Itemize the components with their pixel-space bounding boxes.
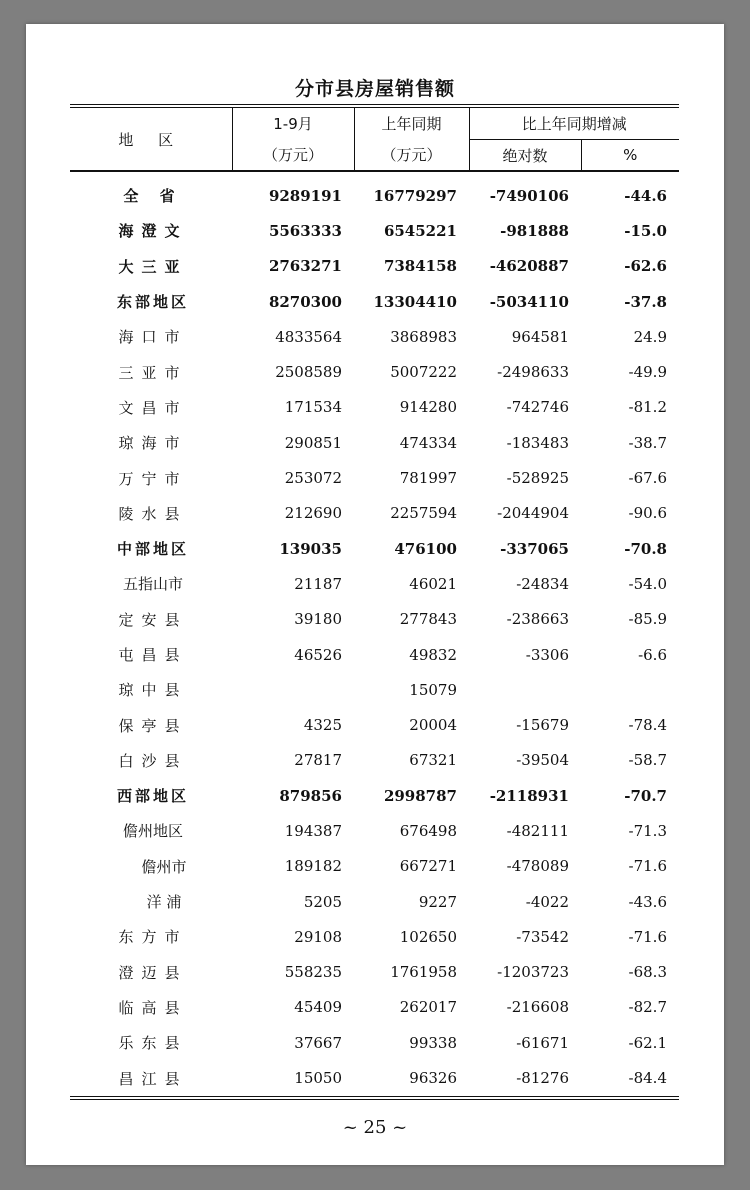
prior-value: 67321	[409, 751, 457, 770]
table-row	[70, 213, 679, 248]
table-row	[70, 425, 679, 460]
current-value: 45409	[294, 998, 342, 1017]
current-value: 4833564	[275, 327, 342, 346]
region-name: 屯昌县	[118, 646, 188, 664]
percent-change: -84.4	[628, 1069, 667, 1088]
prior-value: 102650	[399, 927, 457, 946]
region-name: 洋 浦	[146, 893, 182, 912]
region-name: 白沙县	[118, 751, 188, 770]
percent-change: -70.7	[624, 786, 667, 805]
percent-change: -82.7	[628, 998, 667, 1017]
header-prior-period: 上年同期	[354, 108, 469, 140]
region-name: 五指山市	[122, 575, 183, 594]
prior-value: 7384158	[383, 257, 457, 276]
percent-change: -49.9	[628, 363, 667, 382]
header-region: 地 区	[70, 108, 232, 171]
prior-value: 46021	[409, 574, 457, 593]
region-name: 三亚市	[118, 363, 188, 382]
prior-value: 96326	[409, 1069, 457, 1088]
region-name: 全 省	[123, 187, 183, 206]
percent-change: 24.9	[633, 327, 667, 346]
prior-value: 2998787	[383, 786, 457, 805]
percent-change: -71.6	[628, 857, 667, 876]
current-value: 253072	[284, 469, 342, 488]
absolute-change: -24834	[516, 574, 569, 593]
prior-value: 667271	[399, 857, 457, 876]
prior-value: 49832	[409, 645, 457, 664]
table-row	[70, 249, 679, 284]
region-name: 临高县	[118, 998, 188, 1017]
table-row	[70, 813, 679, 848]
prior-value: 99338	[409, 1033, 457, 1052]
table-row	[70, 319, 679, 354]
absolute-change: -337065	[500, 539, 569, 558]
absolute-change: -5034110	[489, 292, 569, 311]
table-row	[70, 849, 679, 884]
region-name: 文昌市	[118, 398, 188, 417]
table-row	[70, 778, 679, 813]
table-row	[70, 496, 679, 531]
region-name: 澄迈县	[118, 963, 188, 982]
table-row	[70, 707, 679, 742]
prior-value: 13304410	[373, 292, 457, 311]
current-value: 37667	[294, 1033, 342, 1052]
percent-change: -44.6	[624, 186, 667, 205]
percent-change: -68.3	[628, 963, 667, 982]
percent-change: -62.1	[628, 1033, 667, 1052]
table-row	[70, 566, 679, 601]
current-value: 879856	[279, 786, 342, 805]
current-value: 139035	[279, 539, 342, 558]
table-row	[70, 743, 679, 778]
absolute-change: -528925	[506, 469, 569, 488]
percent-change: -54.0	[628, 574, 667, 593]
header-absolute: 绝对数	[469, 140, 581, 172]
region-name: 东方市	[118, 928, 188, 947]
absolute-change: -4620887	[489, 257, 569, 276]
current-value: 5563333	[268, 221, 342, 240]
region-name: 儋州地区	[122, 822, 183, 841]
percent-change: -71.6	[628, 927, 667, 946]
percent-change: -81.2	[628, 398, 667, 417]
current-value: 194387	[284, 821, 342, 840]
absolute-change: -183483	[506, 433, 569, 452]
current-value: 189182	[284, 857, 342, 876]
prior-value: 676498	[399, 821, 457, 840]
percent-change: -67.6	[628, 469, 667, 488]
header-current-period: 1-9月	[232, 108, 354, 140]
region-name: 万宁市	[118, 469, 188, 488]
prior-value: 15079	[409, 680, 457, 699]
table-row	[70, 955, 679, 990]
absolute-change: -2118931	[489, 786, 569, 805]
prior-value: 9227	[418, 892, 457, 911]
percent-change: -90.6	[628, 504, 667, 523]
header-current-unit: （万元）	[232, 140, 354, 172]
prior-value: 1761958	[390, 963, 457, 982]
prior-value: 262017	[399, 998, 457, 1017]
absolute-change: -7490106	[489, 186, 569, 205]
current-value: 171534	[284, 398, 342, 417]
region-name: 海口市	[118, 328, 188, 347]
absolute-change: -238663	[506, 610, 569, 629]
absolute-change: -4022	[525, 892, 569, 911]
prior-value: 20004	[409, 716, 457, 735]
current-value	[232, 672, 354, 707]
absolute-change: -482111	[506, 821, 569, 840]
absolute-change: -478089	[506, 857, 569, 876]
current-value: 2763271	[268, 257, 342, 276]
region-name: 东部地区	[116, 293, 189, 312]
percent-change: -85.9	[628, 610, 667, 629]
current-value: 2508589	[275, 363, 342, 382]
percent-change: -43.6	[628, 892, 667, 911]
table-row	[70, 602, 679, 637]
absolute-change: -73542	[516, 927, 569, 946]
table-row	[70, 284, 679, 319]
document-page	[26, 24, 724, 1165]
absolute-change: -742746	[506, 398, 569, 417]
prior-value: 3868983	[390, 327, 457, 346]
region-name: 西部地区	[116, 787, 189, 806]
percent-change: -15.0	[624, 221, 667, 240]
prior-value: 277843	[399, 610, 457, 629]
prior-value: 781997	[399, 469, 457, 488]
region-name: 定安县	[118, 610, 188, 629]
table-row	[70, 171, 679, 213]
current-value: 5205	[303, 892, 342, 911]
region-name: 昌江县	[118, 1069, 188, 1088]
current-value: 15050	[294, 1069, 342, 1088]
current-value: 290851	[284, 433, 342, 452]
percent-change: -37.8	[624, 292, 667, 311]
header-change: 比上年同期增减	[469, 108, 679, 140]
table-row	[70, 460, 679, 495]
absolute-change: -39504	[516, 751, 569, 770]
percent-change: -6.6	[638, 645, 667, 664]
table-row	[70, 1060, 679, 1097]
region-name: 琼中县	[118, 681, 188, 700]
current-value: 212690	[284, 504, 342, 523]
absolute-change: -3306	[525, 645, 569, 664]
table-body	[70, 171, 679, 1098]
page-title: 分市县房屋销售额	[294, 78, 455, 100]
region-name: 保亭县	[118, 716, 188, 735]
absolute-change: -216608	[506, 998, 569, 1017]
current-value: 21187	[294, 574, 342, 593]
region-name: 乐东县	[118, 1034, 188, 1053]
sales-table	[70, 104, 679, 1100]
absolute-change: 964581	[511, 327, 569, 346]
current-value: 29108	[294, 927, 342, 946]
table-row	[70, 1025, 679, 1060]
prior-value: 6545221	[383, 221, 457, 240]
prior-value: 476100	[394, 539, 457, 558]
absolute-change: -1203723	[497, 963, 569, 982]
region-name: 儋州市	[141, 857, 187, 876]
current-value: 46526	[294, 645, 342, 664]
prior-value: 474334	[399, 433, 457, 452]
current-value: 27817	[294, 751, 342, 770]
absolute-change: -81276	[516, 1069, 569, 1088]
region-name: 大三亚	[118, 257, 188, 276]
prior-value: 16779297	[373, 186, 457, 205]
region-name: 中部地区	[116, 540, 189, 559]
current-value: 39180	[294, 610, 342, 629]
absolute-change	[469, 672, 581, 707]
header-percent: %	[581, 140, 679, 172]
table-row	[70, 990, 679, 1025]
percent-change: -70.8	[624, 539, 667, 558]
current-value: 9289191	[268, 186, 342, 205]
region-name: 海澄文	[118, 222, 188, 241]
absolute-change: -2044904	[497, 504, 569, 523]
table-row	[70, 637, 679, 672]
percent-change	[581, 672, 679, 707]
current-value: 8270300	[268, 292, 342, 311]
absolute-change: -981888	[500, 221, 569, 240]
table-row	[70, 919, 679, 954]
table-row	[70, 884, 679, 919]
percent-change: -71.3	[628, 821, 667, 840]
table-row	[70, 672, 679, 707]
percent-change: -62.6	[624, 257, 667, 276]
prior-value: 5007222	[390, 363, 457, 382]
absolute-change: -15679	[516, 716, 569, 735]
table-row	[70, 531, 679, 566]
current-value: 558235	[284, 963, 342, 982]
current-value: 4325	[303, 716, 342, 735]
percent-change: -38.7	[628, 433, 667, 452]
prior-value: 914280	[399, 398, 457, 417]
table-row	[70, 354, 679, 389]
percent-change: -58.7	[628, 751, 667, 770]
absolute-change: -2498633	[497, 363, 569, 382]
prior-value: 2257594	[390, 504, 457, 523]
region-name: 琼海市	[118, 434, 188, 453]
header-prior-unit: （万元）	[354, 140, 469, 172]
percent-change: -78.4	[628, 716, 667, 735]
region-name: 陵水县	[118, 504, 188, 523]
table-row	[70, 390, 679, 425]
absolute-change: -61671	[516, 1033, 569, 1052]
page-number: ~ 25 ~	[342, 1117, 408, 1138]
